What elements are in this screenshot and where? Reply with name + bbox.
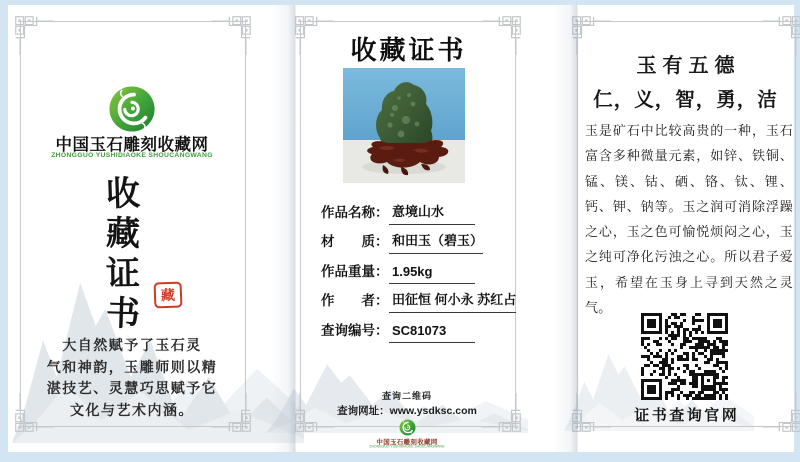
frame-corner-ornament-icon xyxy=(762,15,800,55)
footer-logo-pinyin: ZHONGGUO YUSHIDIAOKE SHOUCANGWANG xyxy=(369,445,445,450)
field-value: SC81073 xyxy=(389,323,475,343)
certificate-title: 收藏证书 xyxy=(350,35,467,65)
field-value: 田征恒 何小永 苏红占 xyxy=(389,289,516,313)
frame-corner-ornament-icon xyxy=(762,393,800,433)
field-value: 1.95kg xyxy=(389,264,475,284)
frame-corner-ornament-icon xyxy=(14,15,54,55)
frame-corner-ornament-icon xyxy=(294,15,334,55)
fold-crease xyxy=(552,5,578,452)
qr-caption: 证书查询官网 xyxy=(634,407,740,424)
footer-logo-name: 中国玉石雕刻收藏网 xyxy=(376,439,438,446)
poem-line: 气和神韵，玉雕师则以精 xyxy=(46,360,218,376)
calligraphy-char: 证 xyxy=(105,255,141,294)
fold-crease xyxy=(270,5,296,452)
calligraphy-char: 收 xyxy=(105,175,141,214)
five-virtues-title: 玉有五德 xyxy=(636,55,741,77)
poem-line: 湛技艺、灵慧巧思赋予它 xyxy=(46,382,218,397)
left-panel-frame xyxy=(20,21,246,427)
jade-description-paragraph: 玉是矿石中比较高贵的一种，玉石富含多种微量元素，如锌、铁铜、锰、镁、钴、硒、铬、钛、锂、钙、钾、钠等。玉之润可消除浮躁之心，玉之色可愉悦烦闷之心，玉之纯可净化污浊之心。所以君子爱玉，希望在玉身上寻到天然之灵气。 xyxy=(585,123,793,316)
frame-corner-ornament-icon xyxy=(14,393,54,433)
logo-pinyin: ZHONGGUO YUSHIDIAOKE SHOUCANGWANG xyxy=(51,152,213,159)
poem-line: 文化与艺术内涵。 xyxy=(70,403,194,419)
field-label: 材 质： xyxy=(321,234,389,249)
frame-corner-ornament-icon xyxy=(294,393,334,433)
field-label: 查询编号： xyxy=(321,322,389,338)
frame-corner-ornament-icon xyxy=(482,393,522,433)
field-label: 作 者： xyxy=(321,293,389,308)
field-value: 和田玉（碧玉） xyxy=(389,230,483,254)
five-virtues-list: 仁，义，智，勇，洁 xyxy=(593,90,778,111)
frame-corner-ornament-icon xyxy=(212,393,252,433)
right-panel-frame xyxy=(577,21,796,427)
frame-corner-ornament-icon xyxy=(482,15,522,55)
logo-name: 中国玉石雕刻收藏网 xyxy=(55,136,209,154)
trifold-certificate xyxy=(8,5,794,452)
query-website-line: 查询网址：www.ysdksc.com xyxy=(337,405,477,417)
middle-panel-frame xyxy=(300,21,516,427)
field-label: 作品名称： xyxy=(321,204,389,220)
field-label: 作品重量： xyxy=(321,263,389,279)
calligraphy-char: 藏 xyxy=(105,215,141,254)
red-seal-stamp: 藏 xyxy=(154,282,183,309)
poem-line: 大自然赋予了玉石灵 xyxy=(62,339,202,354)
frame-corner-ornament-icon xyxy=(212,15,252,55)
field-value: 意境山水 xyxy=(389,201,475,225)
query-qr-caption: 查询二维码 xyxy=(381,391,432,401)
calligraphy-char: 书 xyxy=(105,295,141,334)
